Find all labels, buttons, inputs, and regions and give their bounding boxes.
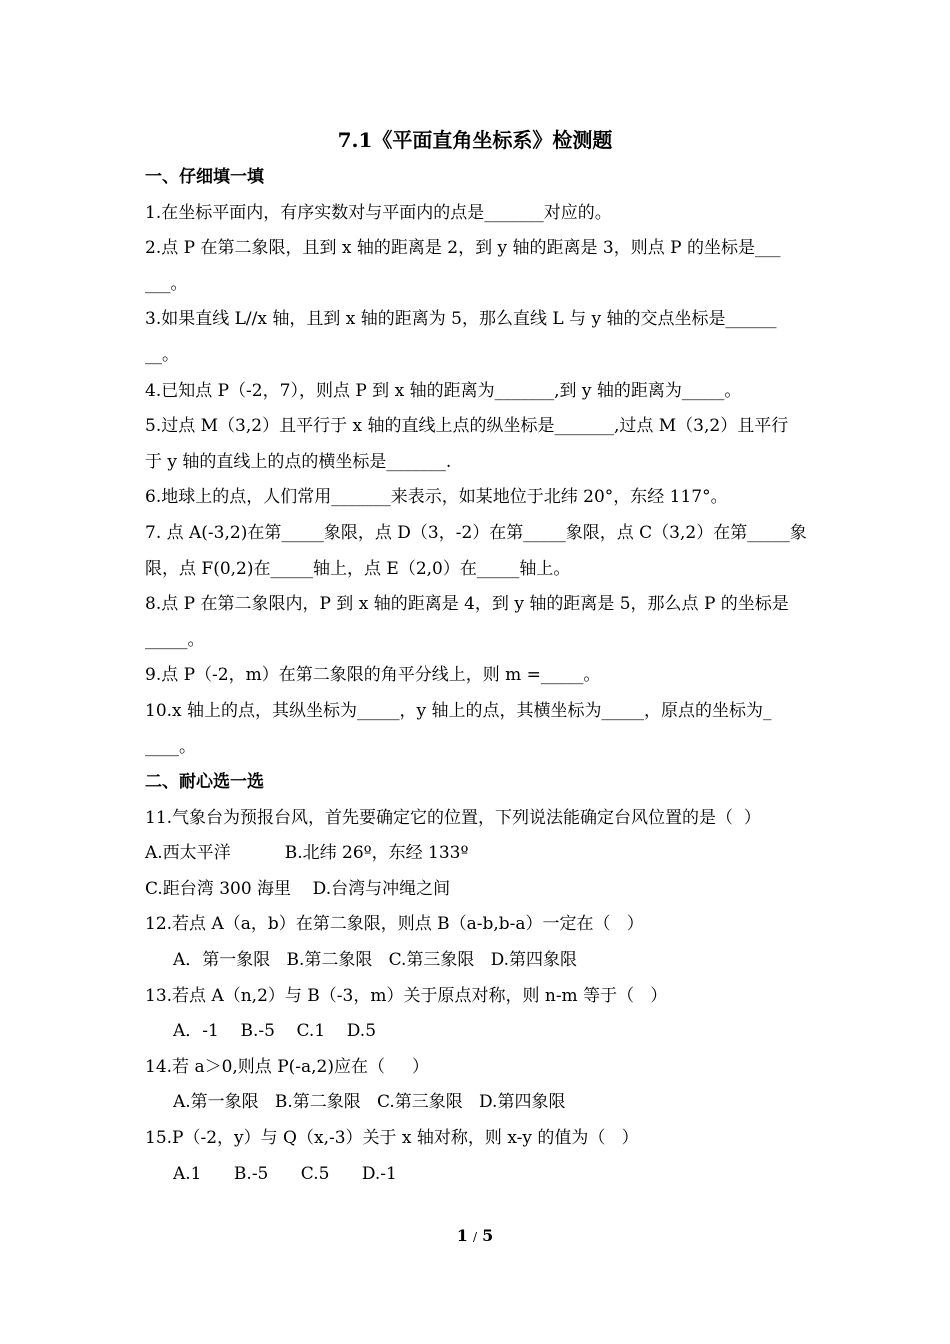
text-line: 10.x 轴上的点，其纵坐标为_____，y 轴上的点，其横坐标为_____，原点的坐标为_ <box>145 700 772 721</box>
text-line: _____。 <box>145 629 205 650</box>
text-line: 9.点 P（-2，m）在第二象限的角平分线上，则 m =_____。 <box>145 665 601 686</box>
page-title: 7.1《平面直角坐标系》检测题 <box>337 128 613 152</box>
document-body <box>145 160 810 1192</box>
text-line: A.1 B.-5 C.5 D.-1 <box>173 1163 397 1184</box>
text-line: ___。 <box>145 273 188 294</box>
text-line: 12.若点 A（a，b）在第二象限，则点 B（a-b,b-a）一定在（ ） <box>145 914 644 935</box>
page-total: 5 <box>482 1226 494 1245</box>
text-line: ____。 <box>145 736 196 757</box>
text-line: __。 <box>145 344 179 365</box>
text-line: 1.在坐标平面内，有序实数对与平面内的点是_______对应的。 <box>145 202 612 223</box>
page-separator: / <box>472 1230 478 1244</box>
text-line: 限，点 F(0,2)在_____轴上，点 E（2,0）在_____轴上。 <box>145 558 571 579</box>
text-line: 3.如果直线 L//x 轴，且到 x 轴的距离为 5，那么直线 L 与 y 轴的交点坐标是______ <box>145 309 777 330</box>
text-line: 15.P（-2，y）与 Q（x,-3）关于 x 轴对称，则 x-y 的值为（ ） <box>145 1128 639 1149</box>
text-line: A．-1 B.-5 C.1 D.5 <box>173 1021 377 1042</box>
text-line: 2.点 P 在第二象限，且到 x 轴的距离是 2，到 y 轴的距离是 3，则点 P 的坐标是___ <box>145 238 781 259</box>
text-line: 11.气象台为预报台风，首先要确定它的位置，下列说法能确定台风位置的是（ ） <box>145 807 761 828</box>
text-line: 6.地球上的点，人们常用_______来表示，如某地位于北纬 20°，东经 117°。 <box>145 487 728 508</box>
page-number: 1 <box>456 1226 468 1245</box>
text-line: 于 y 轴的直线上的点的横坐标是_______. <box>145 451 452 472</box>
section-heading: 二、耐心选一选 <box>145 772 264 793</box>
text-line: 7. 点 A(-3,2)在第_____象限，点 D（3，-2）在第_____象限，点 C（3,2）在第_____象 <box>145 522 807 543</box>
text-line: A．第一象限 B.第二象限 C.第三象限 D.第四象限 <box>173 950 578 971</box>
section-heading: 一、仔细填一填 <box>145 167 264 187</box>
text-line: A.西太平洋 B.北纬 26º，东经 133º <box>145 843 469 864</box>
page-footer <box>0 1226 950 1245</box>
text-line: 14.若 a＞0,则点 P(-a,2)应在（ ） <box>145 1056 430 1077</box>
text-line: 5.过点 M（3,2）且平行于 x 轴的直线上点的纵坐标是_______,过点 M（3,2）且平行 <box>145 416 789 437</box>
text-line: 13.若点 A（n,2）与 B（-3，m）关于原点对称，则 n-m 等于（ ） <box>145 985 668 1006</box>
text-line: 4.已知点 P（-2，7），则点 P 到 x 轴的距离为_______,到 y 轴的距离为_____。 <box>145 380 742 401</box>
text-line: A.第一象限 B.第二象限 C.第三象限 D.第四象限 <box>173 1092 566 1113</box>
text-line: 8.点 P 在第二象限内，P 到 x 轴的距离是 4，到 y 轴的距离是 5，那么点 P 的坐标是 <box>145 594 789 615</box>
text-line: C.距台湾 300 海里 D.台湾与冲绳之间 <box>145 878 451 899</box>
